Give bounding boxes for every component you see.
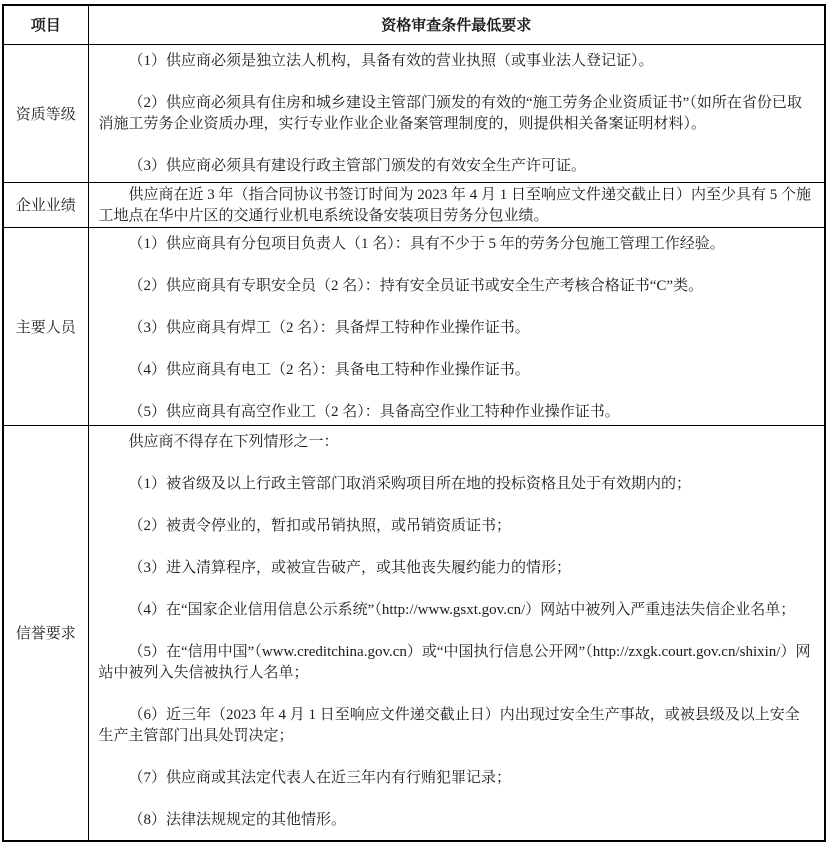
row-label-qualification-grade: 资质等级 [3,44,88,182]
requirement-paragraph: （2）被责令停业的，暂扣或吊销执照，或吊销资质证书； [128,517,512,534]
qualification-review-table [2,4,826,842]
table-row-key-personnel [3,227,825,425]
requirement-paragraph: （1）被省级及以上行政主管部门取消采购项目所在地的投标资格且处于有效期内的； [128,475,692,492]
requirement-paragraph: （7）供应商或其法定代表人在近三年内有行贿犯罪记录； [128,769,512,786]
requirement-paragraph: （1）供应商必须是独立法人机构，具备有效的营业执照（或事业法人登记证）。 [128,52,654,69]
row-label-enterprise-performance: 企业业绩 [3,182,88,227]
requirement-paragraph: （1）供应商具有分包项目负责人（1 名）：具有不少于 5 年的劳务分包施工管理工作经验。 [128,235,725,252]
column-header-item: 项目 [3,5,88,44]
requirement-intro-paragraph: 供应商不得存在下列情形之一： [128,433,339,450]
requirement-paragraph: （4）在“国家企业信用信息公示系统”（http://www.gsxt.gov.cn/）网站中被列入严重违法失信企业名单； [128,601,796,618]
requirement-paragraph: （5）在“信用中国”（www.creditchina.gov.cn）或“中国执行信息公开网”（http://zxgk.court.gov.cn/shixin/）网站中被列入失信被执行人名单； [98,643,811,681]
requirement-paragraph: （3）供应商具有焊工（2 名）：具备焊工特种作业操作证书。 [128,319,530,336]
row-label-reputation-requirements: 信誉要求 [3,425,88,841]
header-row [3,5,825,44]
requirement-paragraph: （2）供应商必须具有住房和城乡建设主管部门颁发的有效的“施工劳务企业资质证书”（如所在省份已取消施工劳务企业资质办理，实行专业作业企业备案管理制度的，则提供相关备案证明材料）。 [98,94,802,132]
row-content-reputation-requirements [88,425,825,841]
requirement-paragraph: （3）供应商必须具有建设行政主管部门颁发的有效安全生产许可证。 [128,157,587,174]
row-content-key-personnel [88,227,825,425]
table-row-qualification-grade [3,44,825,182]
column-header-requirements: 资格审查条件最低要求 [88,5,825,44]
row-label-key-personnel: 主要人员 [3,227,88,425]
row-content-enterprise-performance [88,182,825,227]
table-row-enterprise-performance [3,182,825,227]
requirement-paragraph: （3）进入清算程序，或被宣告破产，或其他丧失履约能力的情形； [128,559,572,576]
requirement-paragraph: （6）近三年（2023 年 4 月 1 日至响应文件递交截止日）内出现过安全生产事故，或被县级及以上安全生产主管部门出具处罚决定； [98,706,800,744]
requirement-paragraph: （4）供应商具有电工（2 名）：具备电工特种作业操作证书。 [128,361,530,378]
requirement-paragraph: （2）供应商具有专职安全员（2 名）：持有安全员证书或安全生产考核合格证书“C”类。 [128,277,704,294]
table-row-reputation-requirements [3,425,825,841]
requirement-paragraph: （8）法律法规规定的其他情形。 [128,811,347,828]
row-content-qualification-grade [88,44,825,182]
requirement-paragraph: （5）供应商具有高空作业工（2 名）：具备高空作业工特种作业操作证书。 [128,403,620,420]
requirement-paragraph: 供应商在近 3 年（指合同协议书签订时间为 2023 年 4 月 1 日至响应文件递交截止日）内至少具有 5 个施工地点在华中片区的交通行业机电系统设备安装项目劳务分包业绩。 [98,186,812,224]
